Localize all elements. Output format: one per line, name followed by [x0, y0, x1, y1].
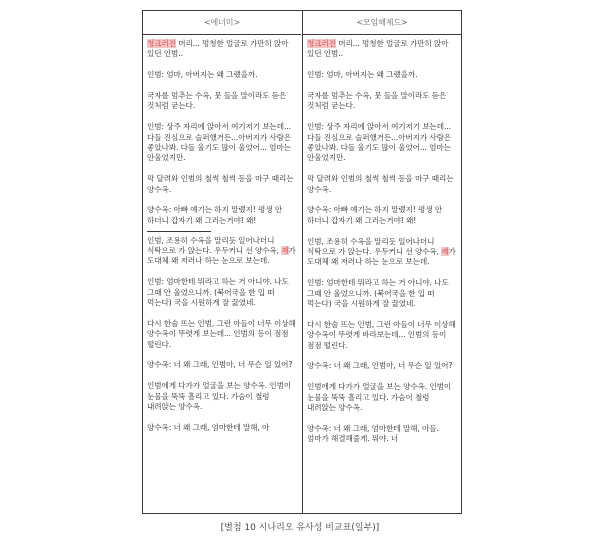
left-header: <에너미>	[143, 11, 301, 35]
comparison-table	[142, 10, 462, 514]
right-para-8: 다시 한술 뜨는 인범, 그런 아들이 너무 이상해 양수옥이 뚜렷게 바라보는데... 인범의 등이 점점 떨린다.	[307, 319, 456, 350]
left-para-0	[147, 39, 297, 60]
right-para-6	[307, 237, 457, 268]
right-para-0	[307, 39, 457, 60]
right-para-7: 인범: 엄마한테 뭐라고 하는 거 아니야. 나도 그때 안 울었으니까. (북어국을 한 입 떠 먹는다) 국을 시원하게 잘 끓였네.	[307, 278, 449, 309]
left-para-2: 국자를 멈추는 수옥, 뭇 들을 말이라도 듣은 것처럼 굳는다.	[147, 91, 287, 111]
highlight-mark: 청크러진	[307, 39, 336, 48]
divider-line	[147, 231, 211, 232]
para-text: 머리... 멍청한 얼굴로 가만히 앉아 있던 인범..	[147, 39, 289, 59]
para-text: 가 도대체 왜 저러나 하는 눈으로 보는데.	[147, 246, 296, 266]
para-text: 인범, 조용히 수옥을 말리듯 일어나더니 식탁으로 가 앉는다. 우두커니 선 양수옥,	[307, 236, 442, 257]
para-text: 인범, 조용히 수옥을 말리듯 일어나더니 식탁으로 가 앉는다. 우두커니 선 양수옥,	[147, 235, 282, 256]
right-para-2: 국자를 멈추는 수옥, 뭇 들을 말이라도 듣은 것처럼 굳는다.	[307, 91, 447, 111]
highlight-mark: 재	[281, 246, 289, 256]
right-column	[302, 11, 461, 513]
left-body	[143, 35, 301, 433]
left-para-8: 다시 한술 뜨는 인범, 그런 아들이 너무 이상해 양수옥이 뚜렷게 보는데... 인범의 등이 점점 떨린다.	[147, 318, 296, 349]
left-para-1: 인범: 엄마, 아버지는 왜 그랬을까.	[147, 70, 258, 80]
right-para-3: 인범: 상주 자리에 앉아서 여기저기 보는데...다들 진심으로 슬퍼했거든...아버지가 사람은 좋았나봐. 다들 울기도 많이 울었어... 엄마는 안울었지만.	[307, 122, 452, 163]
left-column	[143, 11, 301, 513]
highlight-mark: 재	[441, 247, 449, 257]
left-para-7: 인범: 엄마한테 뭐라고 하는 거 아니야. 나도 그때 안 울었으니까. (북어국을 한 입 떠 먹는다) 국을 시원하게 잘 끓였네.	[147, 277, 289, 308]
figure-caption: [별첨 10 시나리오 유사성 비교표(일부)]	[220, 523, 380, 533]
right-body	[303, 35, 461, 445]
right-para-11: 양수옥: 너 왜 그래, 엄마한테 말해, 아들. 엄마가 해결해줄게. 뭐야. 너	[307, 423, 439, 444]
left-para-9: 양수옥: 너 왜 그래, 인범아, 너 무슨 일 있어?	[147, 360, 293, 370]
left-para-11: 양수옥: 너 왜 그래, 엄마한테 말해, 아	[147, 422, 270, 432]
left-para-6	[147, 236, 297, 267]
highlight-mark: 청크러진	[147, 39, 176, 48]
right-para-9: 양수옥: 너 왜 그래, 인범아, 너 무슨 일 있어?	[307, 361, 453, 371]
right-para-1: 인범: 엄마, 아버지는 왜 그랬을까.	[307, 70, 418, 80]
left-para-4: 막 달려와 인범의 철썩 철썩 등을 마구 때리는 양수옥.	[147, 174, 294, 194]
left-para-3: 인범: 상주 자리에 앉아서 여기저기 보는데...다들 진심으로 슬퍼했거든...아버지가 사람은 좋았나봐. 다들 울기도 많이 울었어... 엄마는 안울었지만.	[147, 122, 292, 163]
left-para-10: 인범에게 다가가 얼굴을 보는 양수옥. 인범이 눈물을 뚝뚝 흘리고 있다. 가슴이 철렁 내려앉는 양수옥.	[147, 381, 292, 412]
right-para-10: 인범에게 다가가 얼굴을 보는 양수옥. 인범이 눈물을 뚝뚝 흘리고 있다. 가슴이 철렁 내려앉는 양수옥.	[307, 382, 452, 413]
right-para-4: 막 달려와 인범의 철썩 철썩 등을 마구 때리는 양수옥.	[307, 174, 454, 194]
para-text: 가 도대체 왜 저러나 하는 눈으로 보는데.	[307, 247, 456, 267]
right-header: <모임해제드>	[303, 11, 461, 35]
left-para-5: 양수옥: 아빠 얘기는 하지 말랬지! 평생 안 하더니 갑자기 왜 그러는거야! 왜!	[147, 205, 283, 225]
right-para-5: 양수옥: 아빠 얘기는 하지 말랬지! 평생 안 하더니 갑자기 왜 그러는거야! 왜!	[307, 205, 443, 225]
para-text: 머리... 멍청한 얼굴로 가만히 앉아 있던 인범..	[307, 39, 449, 59]
